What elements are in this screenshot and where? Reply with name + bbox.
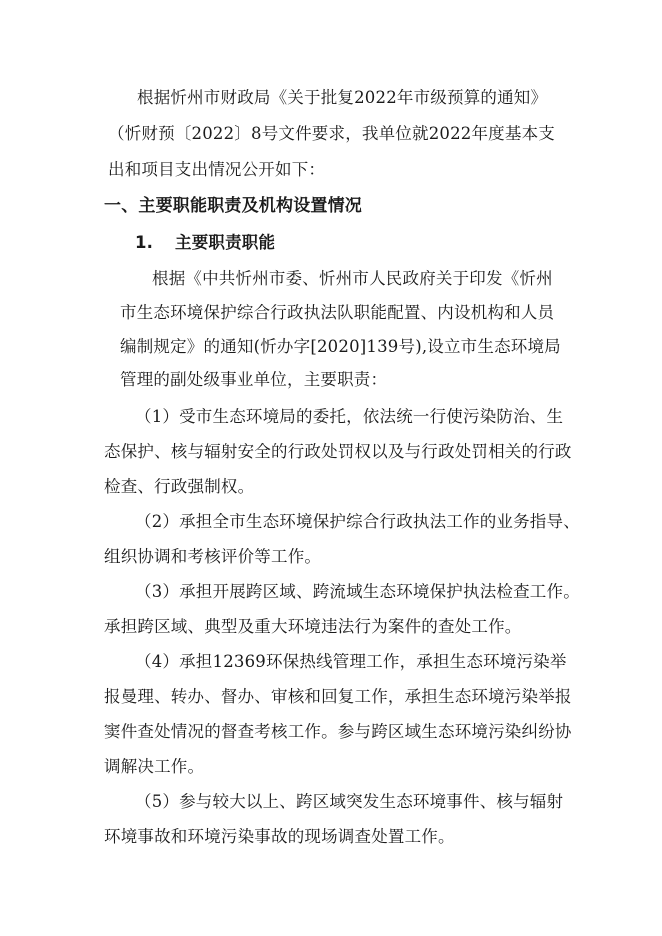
duty-para-line-4: 管理的副处级事业单位，主要职责： <box>120 370 388 389</box>
subheading-title: 主要职责职能 <box>175 233 276 252</box>
item-4-line-3: 窦件查处情况的督查考核工作。参与跨区域生态环境污染纠纷协 <box>104 722 572 741</box>
item-1-line-2: 态保护、核与辐射安全的行政处罚权以及与行政处罚相关的行政 <box>104 442 572 461</box>
item-1-line-1: （1）受市生态环境局的委托，依法统一行使污染防治、生 <box>135 407 564 426</box>
item-4-line-1: （4）承担12369环保热线管理工作，承担生态环境污染举 <box>135 652 567 671</box>
intro-line-2: （忻财预〔2022〕8号文件要求，我单位就2022年度基本支 <box>108 124 555 143</box>
section-heading: 一、主要职能职责及机构设置情况 <box>104 196 362 216</box>
intro-line-1: 根据忻州市财政局《关于批复2022年市级预算的通知》 <box>137 88 548 107</box>
duty-para-line-1: 根据《中共忻州市委、忻州市人民政府关于印发《忻州 <box>152 269 553 288</box>
item-5-line-1: （5）参与较大以上、跨区域突发生态环境事件、核与辐射 <box>135 792 564 811</box>
item-2-line-2: 组织协调和考核评价等工作。 <box>104 547 322 566</box>
duty-para-line-2: 市生态环境保护综合行政执法队职能配置、内设机构和人员 <box>120 303 555 322</box>
item-3-line-2: 承担跨区域、典型及重大环境违法行为案件的查处工作。 <box>104 617 522 636</box>
duty-para-line-3: 编制规定》的通知(忻办字[2020]139号),设立市生态环境局 <box>120 337 561 356</box>
subheading-number: 1. <box>135 233 154 252</box>
item-5-line-2: 环境事故和环境污染事故的现场调查处置工作。 <box>104 827 455 846</box>
item-4-line-4: 调解决工作。 <box>104 757 205 776</box>
item-3-line-1: （3）承担开展跨区域、跨流域生态环境保护执法检查工作。 <box>135 582 580 601</box>
item-1-line-3: 检查、行政强制权。 <box>104 477 255 496</box>
intro-line-3: 出和项目支出情况公开如下： <box>108 160 326 179</box>
item-4-line-2: 报曼理、转办、督办、审核和回复工作，承担生态环境污染举报 <box>104 687 572 706</box>
item-2-line-1: （2）承担全市生态环境保护综合行政执法工作的业务指导、 <box>135 512 580 531</box>
